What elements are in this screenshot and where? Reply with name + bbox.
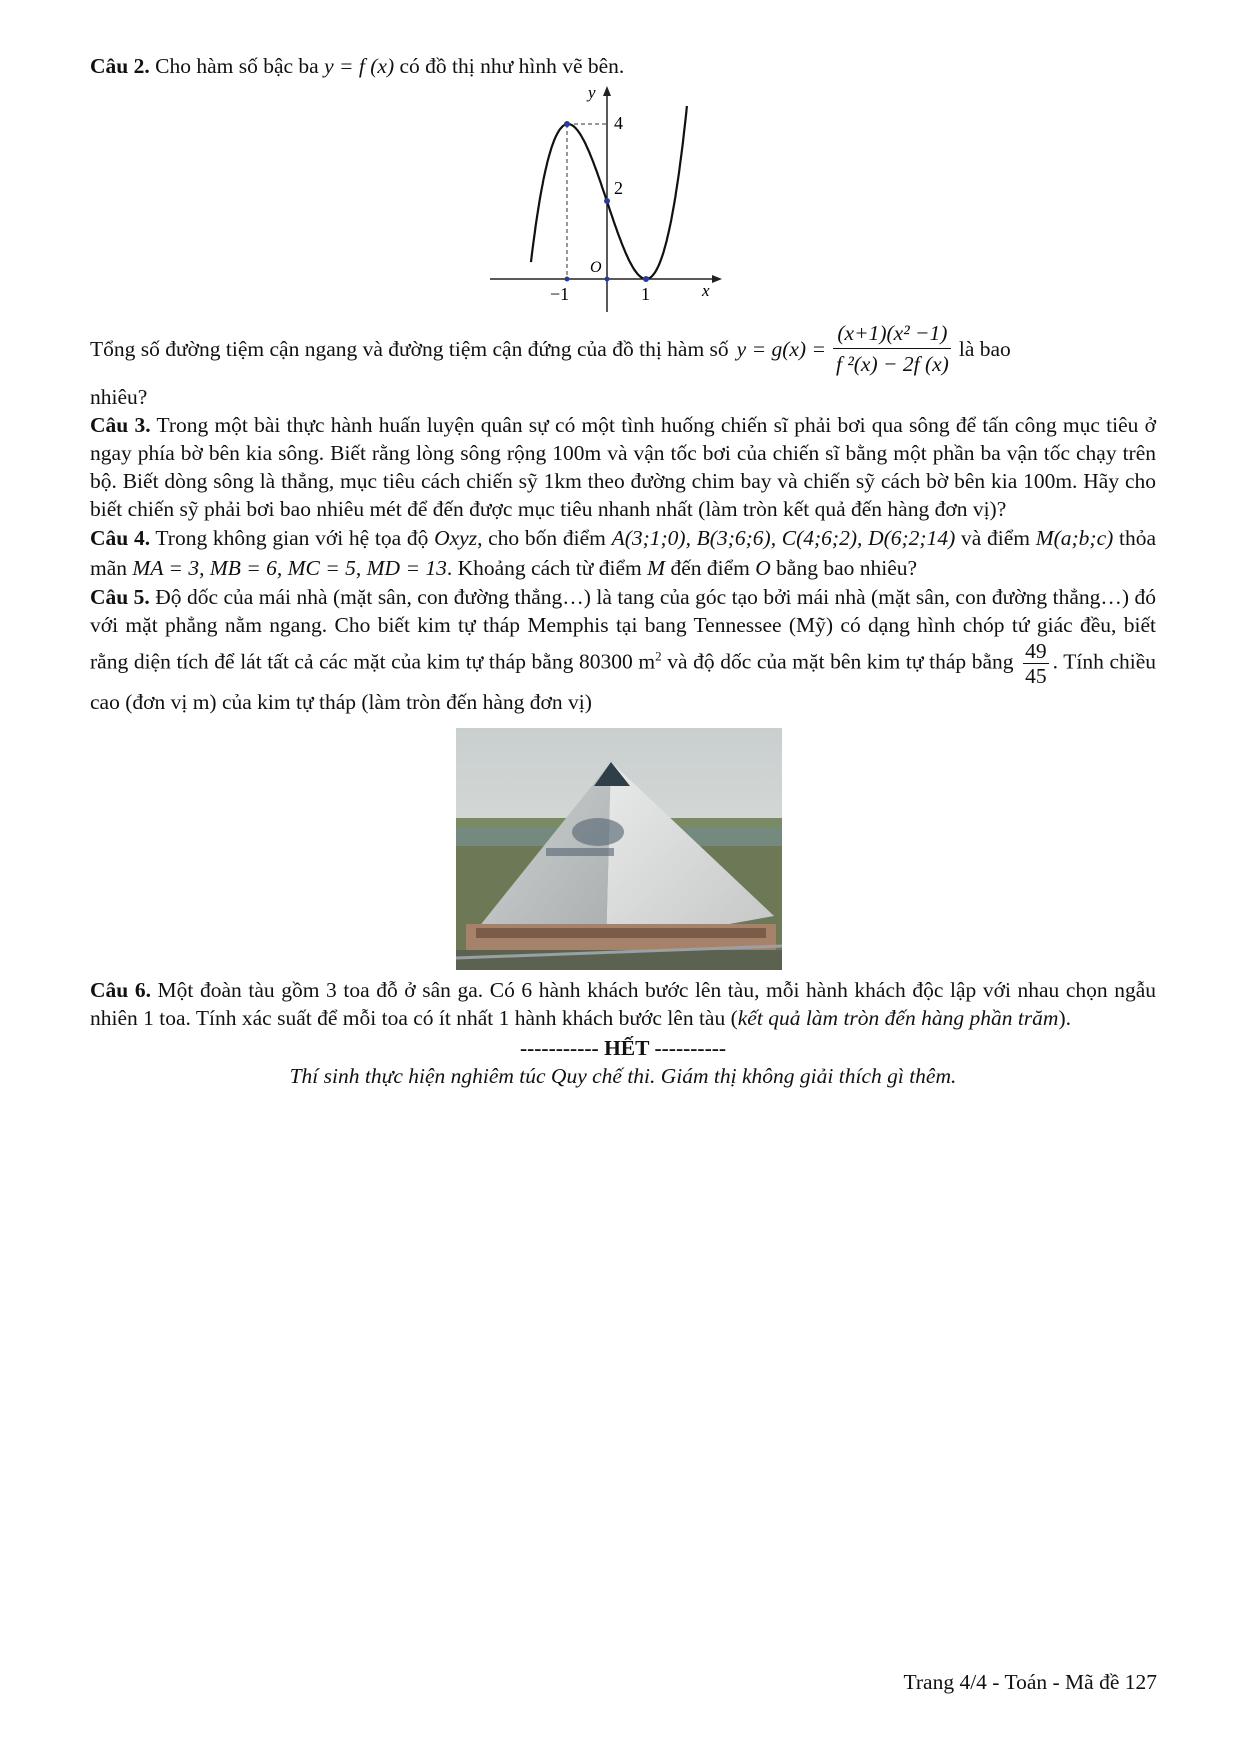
exam-note: Thí sinh thực hiện nghiêm túc Quy chế thi. Giám thị không giải thích gì thêm. [289,1064,957,1088]
page-footer: Trang 4/4 - Toán - Mã đề 127 [903,1670,1157,1694]
question-2: Câu 2. Cho hàm số bậc ba y = f (x) có đồ thị như hình vẽ bên. [90,54,625,78]
question-label: Câu 6. [90,978,151,1002]
question-label: Câu 4. [90,526,151,550]
end-marker: ----------- HẾT ---------- [519,1036,727,1060]
question-4: Câu 4. Trong không gian với hệ tọa độ Oxyz, cho bốn điểm A(3;1;0), B(3;6;6), C(4;6;2), D(6;2;14) và điểm M(a;b;c) thỏa mãn MA = 3, MB = 6, MC = 5, MD = 13. Khoảng cách từ điểm M đến điểm O bằng bao nhiêu? [90,526,1157,580]
question-label: Câu 3. [90,413,151,437]
exam-page: Câu 2. Cho hàm số bậc ba y = f (x) có đồ thị như hình vẽ bên. y x O −1 1 2 4 Tổng số đường tiệm cận ngang và đường tiệm cận đứng của đồ thị hàm số y = g(x) = $\frac{\text{(x+1)(x² −1)}}{\text{f ²(x) − 2f (x)}}$ là bao nhiêu? Câu 3. Trong một bài thực hành huấn luyện quân sự có một tình huống chiến sĩ phải bơi qua sông để tấn công mục tiêu ở ngay phía bờ bên kia sông. Biết rằng lòng sông rộng 100m và vận tốc bơi của chiến sĩ bằng một phần ba vận tốc chạy trên bộ. Biết dòng sông là thẳng, mục tiêu cách chiến sỹ 1km theo đường chim bay và chiến sỹ cách bờ bên kia 100m. Hãy cho biết chiến sỹ phải bơi bao nhiêu mét để đến được mục tiêu nhanh nhất (làm tròn kết quả đến hàng đơn vị)? Câu 4. Trong không gian với hệ tọa độ Oxyz, cho bốn điểm A(3;1;0), B(3;6;6), C(4;6;2), D(6;2;14) và điểm M(a;b;c) thỏa mãn MA = 3, MB = 6, MC = 5, MD = 13. Khoảng cách từ điểm M đến điểm O bằng bao nhiêu? Câu 5. Độ dốc của mái nhà (mặt sân, con đường thẳng…) là tang của góc tạo bởi mái nhà (mặt sân, con đường thẳng…) đó với mặt phẳng nằm ngang. Cho biết kim tự tháp Memphis tại bang Tennessee (Mỹ) có dạng hình chóp tứ giác đều, biết rằng diện tích để lát tất cả các mặt của kim tự tháp bằng 80300 $m^2$ và độ dốc của mặt bên kim tự tháp bằng $\frac{49}{45}$ . Tính chiều cao (đơn vị m) của kim tự tháp (làm tròn đến hàng đơn vị) Câu 6. Một đoàn tàu gồm 3 toa đỗ ở sân ga. Có 6 hành khách bước lên tàu, mỗi hành khách độc lập với nhau chọn ngẫu nhiên 1 toa. Tính xác suất để mỗi toa có ít nhất 1 hành khách bước lên tàu (kết quả làm tròn đến hàng phần trăm). ----------- HẾT ---------- Thí sinh thực hiện nghiêm túc Quy chế thi. Giám thị không giải thích gì thêm. [90,54,1157,1088]
pyramid-photo [456,728,782,970]
y-axis-label: y [588,86,596,102]
question-6: Câu 6. Một đoàn tàu gồm 3 toa đỗ ở sân ga. Có 6 hành khách bước lên tàu, mỗi hành khách độc lập với nhau chọn ngẫu nhiên 1 toa. Tính xác suất để mỗi toa có ít nhất 1 hành khách bước lên tàu (kết quả làm tròn đến hàng phần trăm). [90,978,1157,1030]
question-label: Câu 2. [90,54,150,78]
origin-label: O [590,259,602,276]
slope-fraction: $\frac{49}{45}$ [1025,639,1047,688]
question-2-asymptote: Tổng số đường tiệm cận ngang và đường tiệm cận đứng của đồ thị hàm số y = g(x) = $\frac{\text{(x+1)(x² −1)}}{\text{f ²(x) − 2f (x)}}$ là bao [90,321,1011,376]
x-axis-label: x [702,281,710,300]
tick-label: 4 [614,113,623,133]
tick-label: 2 [614,178,623,198]
question-5: Câu 5. Độ dốc của mái nhà (mặt sân, con đường thẳng…) là tang của góc tạo bởi mái nhà (mặt sân, con đường thẳng…) đó với mặt phẳng nằm ngang. Cho biết kim tự tháp Memphis tại bang Tennessee (Mỹ) có dạng hình chóp tứ giác đều, biết rằng diện tích để lát tất cả các mặt của kim tự tháp bằng 80300 $m^2$ và độ dốc của mặt bên kim tự tháp bằng $\frac{49}{45}$ . Tính chiều cao (đơn vị m) của kim tự tháp (làm tròn đến hàng đơn vị) [90,585,1157,714]
g-fraction: $\frac{\text{(x+1)(x² −1)}}{\text{f ²(x) − 2f (x)}}$ [832,320,953,377]
question-label: Câu 5. [90,585,150,609]
cubic-function-graph [490,86,730,316]
tick-label: −1 [550,284,570,304]
question-3: Câu 3. Trong một bài thực hành huấn luyện quân sự có một tình huống chiến sĩ phải bơi qua sông để tấn công mục tiêu ở ngay phía bờ bên kia sông. Biết rằng lòng sông rộng 100m và vận tốc bơi của chiến sĩ bằng một phần ba vận tốc chạy trên bộ. Biết dòng sông là thẳng, mục tiêu cách chiến sỹ 1km theo đường chim bay và chiến sỹ cách bờ bên kia 100m. Hãy cho biết chiến sỹ phải bơi bao nhiêu mét để đến được mục tiêu nhanh nhất (làm tròn kết quả đến hàng đơn vị)? [90,413,1156,521]
tick-label: 1 [641,284,650,304]
